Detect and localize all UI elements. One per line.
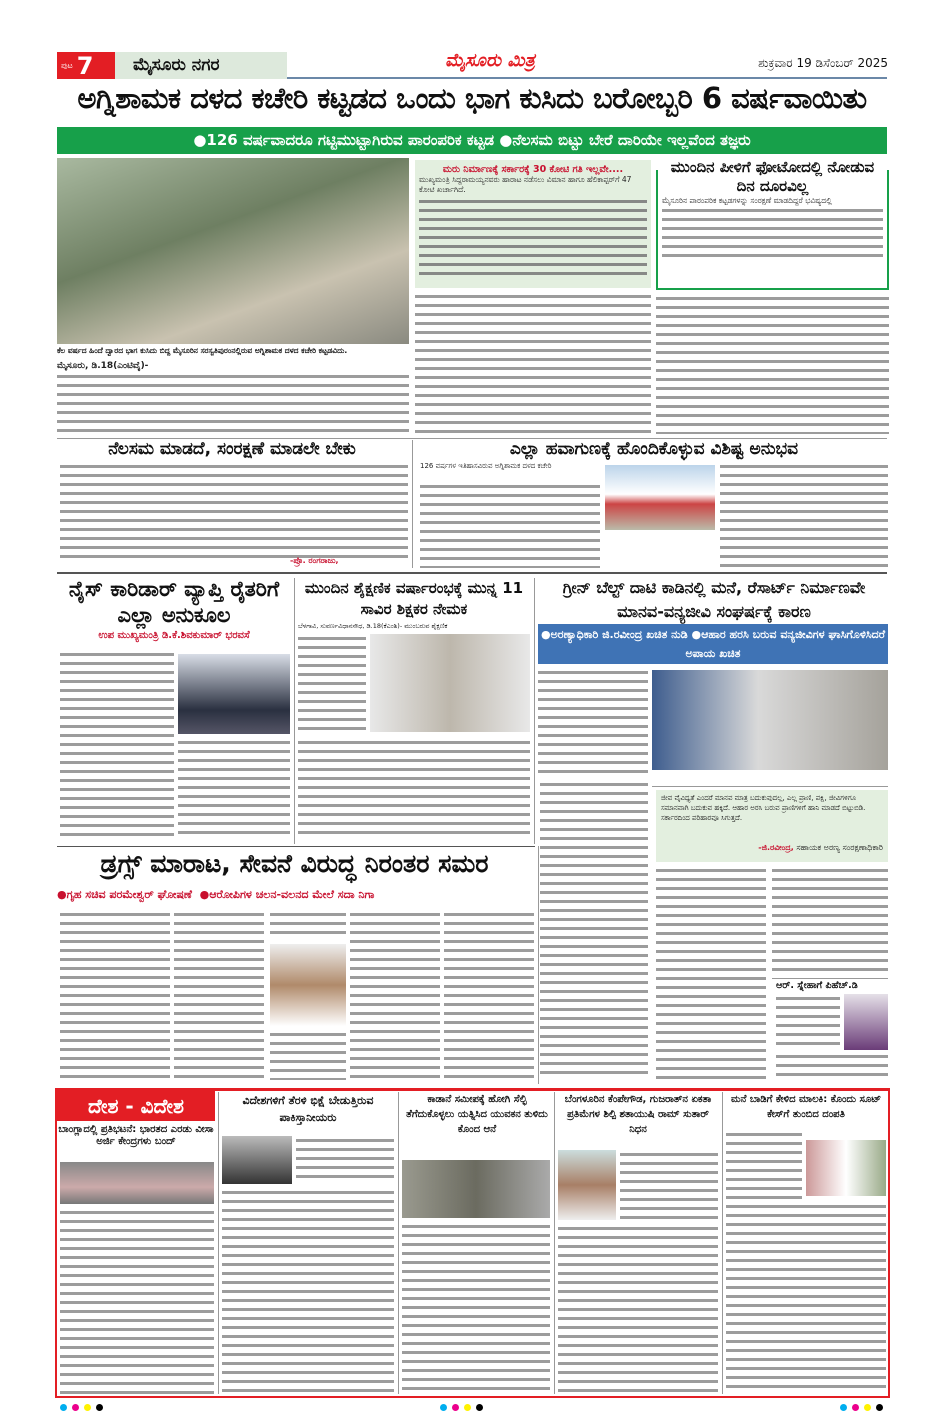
issue-date: ಶುಕ್ರವಾರ 19 ಡಿಸೆಂಬರ್ 2025 [758,56,888,70]
begging-bowl-photo [222,1136,292,1184]
story-body-text [420,482,600,568]
print-registration-dots [840,1404,883,1411]
page-number: 7 [76,51,94,80]
story-subhead-banner: ●ಅರಣ್ಯಾಧಿಕಾರಿ ಜಿ.ರವೀಂದ್ರ ಖಚಿತ ನುಡಿ ●ಆಹಾರ ಹರಸಿ ಬರುವ ವನ್ಯಜೀವಿಗಳ ಘಾಸಿಗೊಳಿಸಿದರೆ ಅಪಾಯ ಖಚಿತ [538,624,888,664]
story-body-text [270,910,346,940]
story-lede: 126 ವರ್ಷಗಳ ಇತಿಹಾಸವಿರುವ ಅಗ್ನಿಶಾಮಕ ದಳದ ಕಚೇರಿ [420,462,552,470]
story-body-text [174,910,264,1080]
fire-station-photo [57,158,409,344]
fire-station-building-photo [605,465,715,530]
forest-officer-event-photo [652,670,888,770]
story-body-text [60,650,174,840]
photo-caption: ಕೆಲ ವರ್ಷದ ಹಿಂದೆ ದ್ವಾರದ ಭಾಗ ಕುಸಿದು ಬಿದ್ದ ಮೈಸೂರಿನ ಸರಸ್ವತಿಪುರಂನಲ್ಲಿರುವ ಅಗ್ನಿಶಾಮಕ ದಳದ ಕಚೇರಿ ಕಟ್ಟಡವಿದು. [57,346,348,355]
shivakumar-photo [178,654,290,734]
story-subhead [57,888,532,902]
section-title: ಮೈಸೂರು ನಗರ [115,52,287,79]
subhead-2: ●ಆರೋಪಿಗಳ ಚಲನ-ವಲನದ ಮೇಲೆ ಸದಾ ನಿಗಾ [199,888,375,901]
story-body-text [296,1136,394,1184]
elephant-photo [402,1160,550,1218]
print-registration-dots [440,1404,483,1411]
story-subhead: ಉಪ ಮುಖ್ಯಮಂತ್ರಿ ಡಿ.ಕೆ.ಶಿವಕುಮಾರ್ ಭರವಸೆ [98,630,250,641]
quote-name: -ಜಿ.ರವೀಂದ್ರ, [758,843,794,852]
quote-box [656,790,888,862]
world-headline-4: ಬೆಂಗಳೂರಿನ ಕೆಂಪೇಗೌಡ, ಗುಜರಾತ್‌ನ ಏಕತಾ ಪ್ರತಿಮೆಗಳ ಶಿಲ್ಪಿ ಶತಾಯುಷಿ ರಾಮ್ ಸುತಾರ್ ನಿಧನ [564,1094,712,1135]
page-number-badge [57,52,115,79]
world-headline-3: ಕಾಡಾನೆ ಸಮೀಪಕ್ಕೆ ಹೋಗಿ ಸೆಲ್ಫಿ ತೆಗೆದುಕೊಳ್ಳಲು ಯತ್ನಿಸಿದ ಯುವಕನ ತುಳಿದು ಕೊಂದ ಆನೆ [406,1094,548,1135]
quote-text: ಜೀವ ವೈವಿಧ್ಯತೆ ಎಂದರೆ ಮಾನವ ಮಾತ್ರ ಬದುಕುವುದಲ್ಲ, ಎಲ್ಲ ಪ್ರಾಣಿ, ಪಕ್ಷಿ, ಜೀವಿಗಳಿಗೂ ಸಮಾನವಾಗಿ ಬದುಕುವ ಹಕ್ಕಿದೆ. ಆಹಾರ ಅರಸಿ ಬರುವ ಪ್ರಾಣಿಗಳಿಗೆ ಹಾನಿ ಮಾಡದೆ ಬಿಟ್ಟುಬಿಡಿ. ಸರ್ಕಾರದಿಂದ ಪರಿಹಾರವೂ ಸಿಗುತ್ತದೆ. [661,794,866,822]
header-rule [287,77,887,79]
ram-sutar-photo [558,1150,616,1220]
box-lede: ಮೈಸೂರಿನ ಪಾರಂಪರಿಕ ಕಟ್ಟಡಗಳನ್ನು ಸಂರಕ್ಷಣೆ ಮಾಡದಿದ್ದರೆ ಭವಿಷ್ಯದಲ್ಲಿ [662,196,832,205]
lead-headline: ಅಗ್ನಿಶಾಮಕ ದಳದ ಕಚೇರಿ ಕಟ್ಟಡದ ಒಂದು ಭಾಗ ಕುಸಿದು ಬರೋಬ್ಬರಿ 6 ವರ್ಷವಾಯಿತು [77,81,867,115]
accused-couple-photo [806,1140,886,1196]
quote-title: ಸಹಾಯಕ ಅರಣ್ಯ ಸಂರಕ್ಷಣಾಧಿಕಾರಿ [796,843,883,852]
story-dateline: ಬೆಳಗಾವಿ, ಸುವರ್ಣವಿಧಾನಸೌಧ, ಡಿ.18(ಕೆಎಂಶಿ)- ಮುಂಬರುವ ಶೈಕ್ಷಣಿಕ [298,622,448,630]
story-body-text [726,1202,886,1394]
story-body-text [776,994,840,1050]
lead-body-text-middle [415,292,651,434]
story-body-text [270,1030,346,1080]
minister-photo [370,634,530,732]
story-body-text [222,1188,394,1394]
story-body-text [538,668,648,776]
story-heading-drugs: ಡ್ರಗ್ಸ್ ಮಾರಾಟ, ಸೇವನೆ ವಿರುದ್ಧ ನಿರಂತರ ಸಮರ [100,849,489,878]
story-heading-nice-corridor: ನೈಸ್ ಕಾರಿಡಾರ್ ವ್ಯಾಪ್ತಿ ರೈತರಿಗೆ ಎಲ್ಲಾ ಅನುಕೂಲ [68,577,280,627]
parameshwar-photo [270,944,346,1026]
story-heading-climate: ಎಲ್ಲಾ ಹವಾಗುಣಕ್ಕೆ ಹೊಂದಿಕೊಳ್ಳುವ ವಿಶಿಷ್ಟ ಅನುಭವ [509,439,799,459]
story-body-text [620,1150,718,1220]
story-heading-nelasama: ನೆಲಸಮ ಮಾಡದೆ, ಸಂರಕ್ಷಣೆ ಮಾಡಲೇ ಬೇಕು [108,439,356,459]
lead-dateline: ಮೈಸೂರು, ಡಿ.18(ಎಂಟಿವೈ)- [57,361,149,371]
story-heading-teachers: ಮುಂದಿನ ಶೈಕ್ಷಣಿಕ ವರ್ಷಾರಂಭಕ್ಕೆ ಮುನ್ನ 11 ಸಾವಿರ ಶಿಕ್ಷಕರ ನೇಮಕ [304,579,524,618]
story-body-text [656,866,766,1080]
story-body-text [540,780,648,1080]
box-heading: ಮರು ನಿರ್ಮಾಣಕ್ಕೆ ಸರ್ಕಾರಕ್ಕೆ 30 ಕೋಟಿ ಗತಿ ಇಲ್ಲವೇ.... [442,164,624,175]
lead-body-text [57,372,409,434]
story-body-text [60,910,170,1080]
story-body-text [402,1222,550,1394]
sneha-photo [844,994,888,1050]
box-body-text [662,206,883,262]
story-body-text [726,1130,802,1200]
story-body-text [178,738,290,840]
bangladesh-photo [60,1162,214,1204]
story-body-text [60,462,408,558]
story-byline: -ಪ್ರೊ. ರಂಗರಾಜು, [290,556,339,565]
story-heading-green-belt: ಗ್ರೀನ್ ಬೆಲ್ಟ್ ದಾಟಿ ಕಾಡಿನಲ್ಲಿ ಮನೆ, ರೆಸಾರ್ಟ್ ನಿರ್ಮಾಣವೇ ಮಾನವ-ವನ್ಯಜೀವಿ ಸಂಘರ್ಷಕ್ಕೆ ಕಾರಣ [562,578,866,621]
story-body-text [350,910,440,1080]
story-body-text [558,1224,718,1394]
story-body-text [60,1208,214,1394]
print-registration-dots [60,1404,103,1411]
subhead-1: ●ಗೃಹ ಸಚಿವ ಪರಮೇಶ್ವರ್ ಘೋಷಣೆ [57,888,192,901]
sidebar-box-future [656,158,889,290]
sidebar-box-rebuild [415,160,651,288]
story-heading-sneha: ಆರ್. ಸ್ನೇಹಾಗೆ ಪಿಹೆಚ್.ಡಿ [776,980,858,991]
box-body-text [419,197,647,277]
story-body-text [720,462,888,568]
world-headline-1: ಬಾಂಗ್ಲಾದಲ್ಲಿ ಪ್ರತಿಭಟನೆ: ಭಾರತದ ಎರಡು ವೀಸಾ ಅರ್ಜಿ ಕೇಂದ್ರಗಳು ಬಂದ್ [58,1124,214,1147]
world-headline-2: ವಿದೇಶಗಳಿಗೆ ತೆರಳಿ ಭಿಕ್ಷೆ ಬೇಡುತ್ತಿರುವ ಪಾಕಿಸ್ತಾನೀಯರು [242,1094,374,1124]
box-heading: ಮುಂದಿನ ಪೀಳಿಗೆ ಫೋಟೋದಲ್ಲಿ ನೋಡುವ ದಿನ ದೂರವಿಲ್ಲ [662,158,883,196]
lead-subhead: ●126 ವರ್ಷವಾದರೂ ಗಟ್ಟಿಮುಟ್ಟಾಗಿರುವ ಪಾರಂಪರಿಕ ಕಟ್ಟಡ ●ನೆಲಸಮ ಬಿಟ್ಟು ಬೇರೆ ದಾರಿಯೇ ಇಲ್ಲವೆಂದ ತಜ್ಞರು [57,127,887,154]
page-label: ಪುಟ [61,60,73,70]
box-lede: ಮುಖ್ಯಮಂತ್ರಿ ಸಿದ್ದರಾಮಯ್ಯನವರು ಹಾರಾಟ ನಡೆಸಲು ವಿಮಾನ ಹಾಗೂ ಹೆಲಿಕಾಪ್ಟರ್‌ಗೆ 47 ಕೋಟಿ ಖರ್ಚಾಗಿದೆ. [419,175,632,194]
world-headline-5: ಮನೆ ಬಾಡಿಗೆ ಕೇಳಿದ ಮಾಲಕಿ: ಕೊಂದು ಸೂಟ್ ಕೇಸ್‌ಗೆ ತುಂಬಿದ ದಂಪತಿ [730,1094,882,1120]
story-body-text [444,910,534,1080]
masthead-logo: ಮೈಸೂರು ಮಿತ್ರ [445,50,535,71]
story-body-text [772,866,888,976]
story-body-text [298,634,366,734]
story-body-text [776,1052,888,1082]
world-news-label: ದೇಶ - ವಿದೇಶ [57,1091,215,1121]
story-body-text [298,738,530,840]
lead-body-text-right [656,294,889,434]
